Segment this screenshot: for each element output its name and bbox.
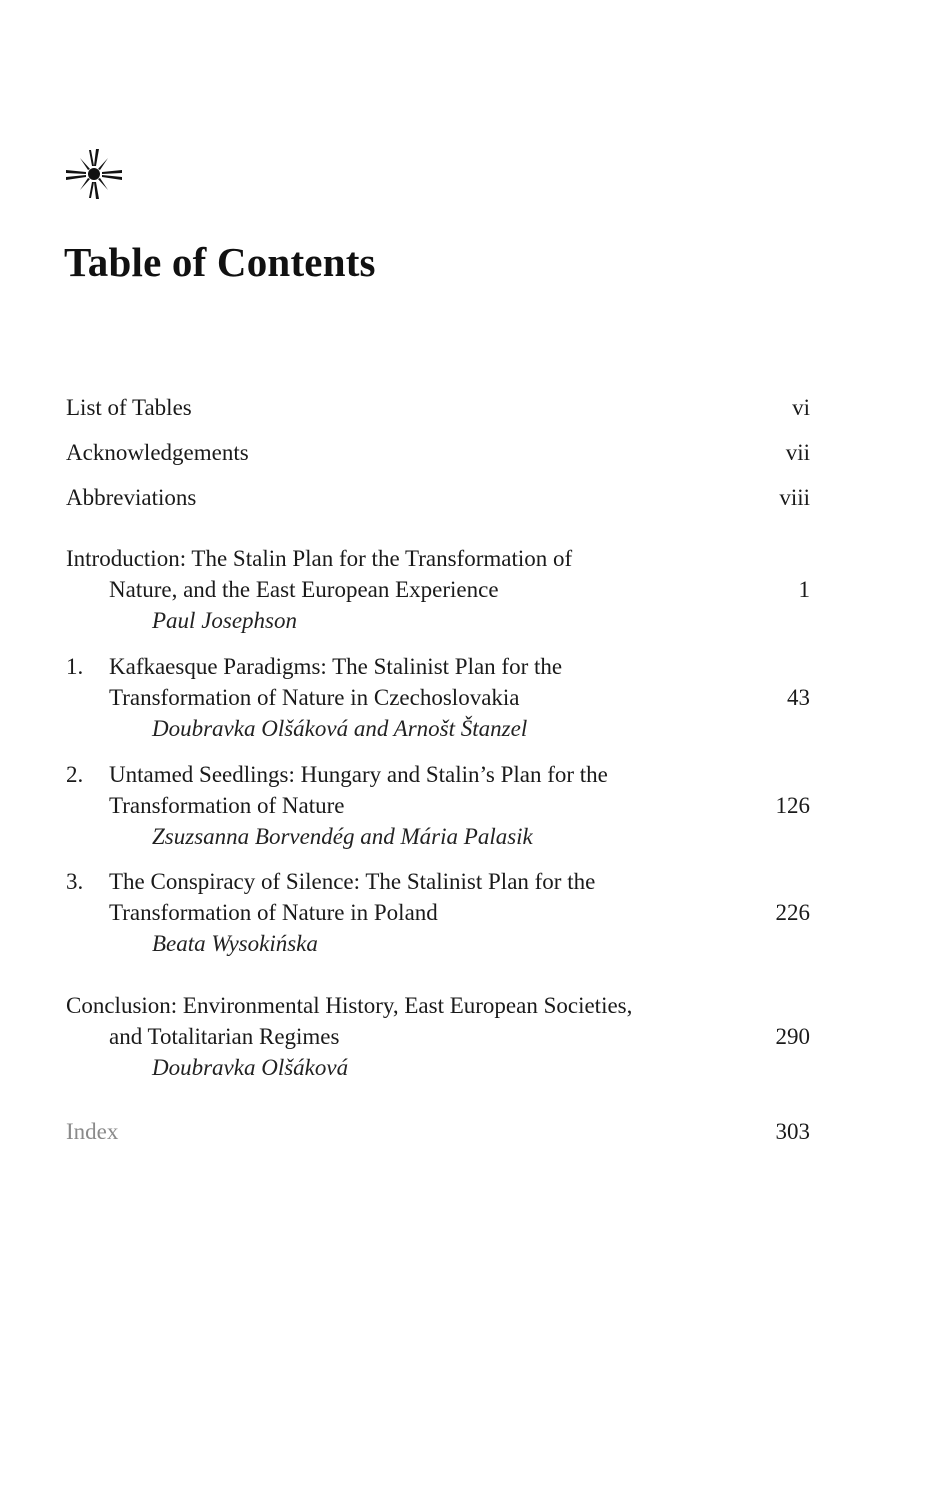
toc-entry-title-continued: Transformation of Nature xyxy=(109,793,345,818)
toc-entry-author: Paul Josephson xyxy=(152,608,298,633)
toc-label: Acknowledgements xyxy=(66,440,249,465)
toc-label: Abbreviations xyxy=(66,485,197,510)
toc-page-number: viii xyxy=(779,485,810,510)
toc-entry-title: Kafkaesque Paradigms: The Stalinist Plan for the xyxy=(109,654,563,679)
toc-page-number: 126 xyxy=(775,793,810,818)
toc-entry-author: Doubravka Olšáková xyxy=(152,1055,349,1080)
toc-label: Index xyxy=(66,1119,119,1144)
toc-entry-title: Introduction: The Stalin Plan for the Transformation of xyxy=(66,546,573,571)
toc-page-number: 303 xyxy=(775,1119,810,1144)
toc-page-number: 290 xyxy=(775,1024,810,1049)
toc-entry-author: Doubravka Olšáková and Arnošt Štanzel xyxy=(152,716,528,741)
toc-entry-title-continued: and Totalitarian Regimes xyxy=(109,1024,340,1049)
toc-entry-number: 1. xyxy=(66,654,84,679)
toc-entry-number: 2. xyxy=(66,762,84,787)
toc-entry-title: Conclusion: Environmental History, East European Societies, xyxy=(66,993,633,1018)
toc-page-number: 226 xyxy=(775,900,810,925)
toc-entry-title: Untamed Seedlings: Hungary and Stalin’s Plan for the xyxy=(109,762,608,787)
toc-entry-chapter-2[interactable] xyxy=(66,759,810,852)
toc-page-number: 43 xyxy=(787,685,810,710)
toc-page-number: vi xyxy=(792,395,810,420)
toc-entry-introduction[interactable] xyxy=(66,543,810,636)
toc-entry-author: Beata Wysokińska xyxy=(152,931,318,956)
toc-entry-chapter-1[interactable] xyxy=(66,651,810,744)
toc-entry-number: 3. xyxy=(66,869,84,894)
toc-entry-title: The Conspiracy of Silence: The Stalinist Plan for the xyxy=(109,869,596,894)
toc-page-number: vii xyxy=(785,440,810,465)
toc-entry-author: Zsuzsanna Borvendég and Mária Palasik xyxy=(152,824,533,849)
floral-asterisk-icon xyxy=(64,146,124,202)
page-title: Table of Contents xyxy=(64,239,376,285)
toc-entry-chapter-3[interactable] xyxy=(66,866,810,959)
toc-entry-title-continued: Transformation of Nature in Poland xyxy=(109,900,438,925)
toc-entry-title-continued: Transformation of Nature in Czechoslovakia xyxy=(109,685,520,710)
toc-entry-conclusion[interactable] xyxy=(66,990,810,1083)
toc-entry-title-continued: Nature, and the East European Experience xyxy=(109,577,499,602)
toc-label: List of Tables xyxy=(66,395,192,420)
toc-page-number: 1 xyxy=(798,577,810,602)
